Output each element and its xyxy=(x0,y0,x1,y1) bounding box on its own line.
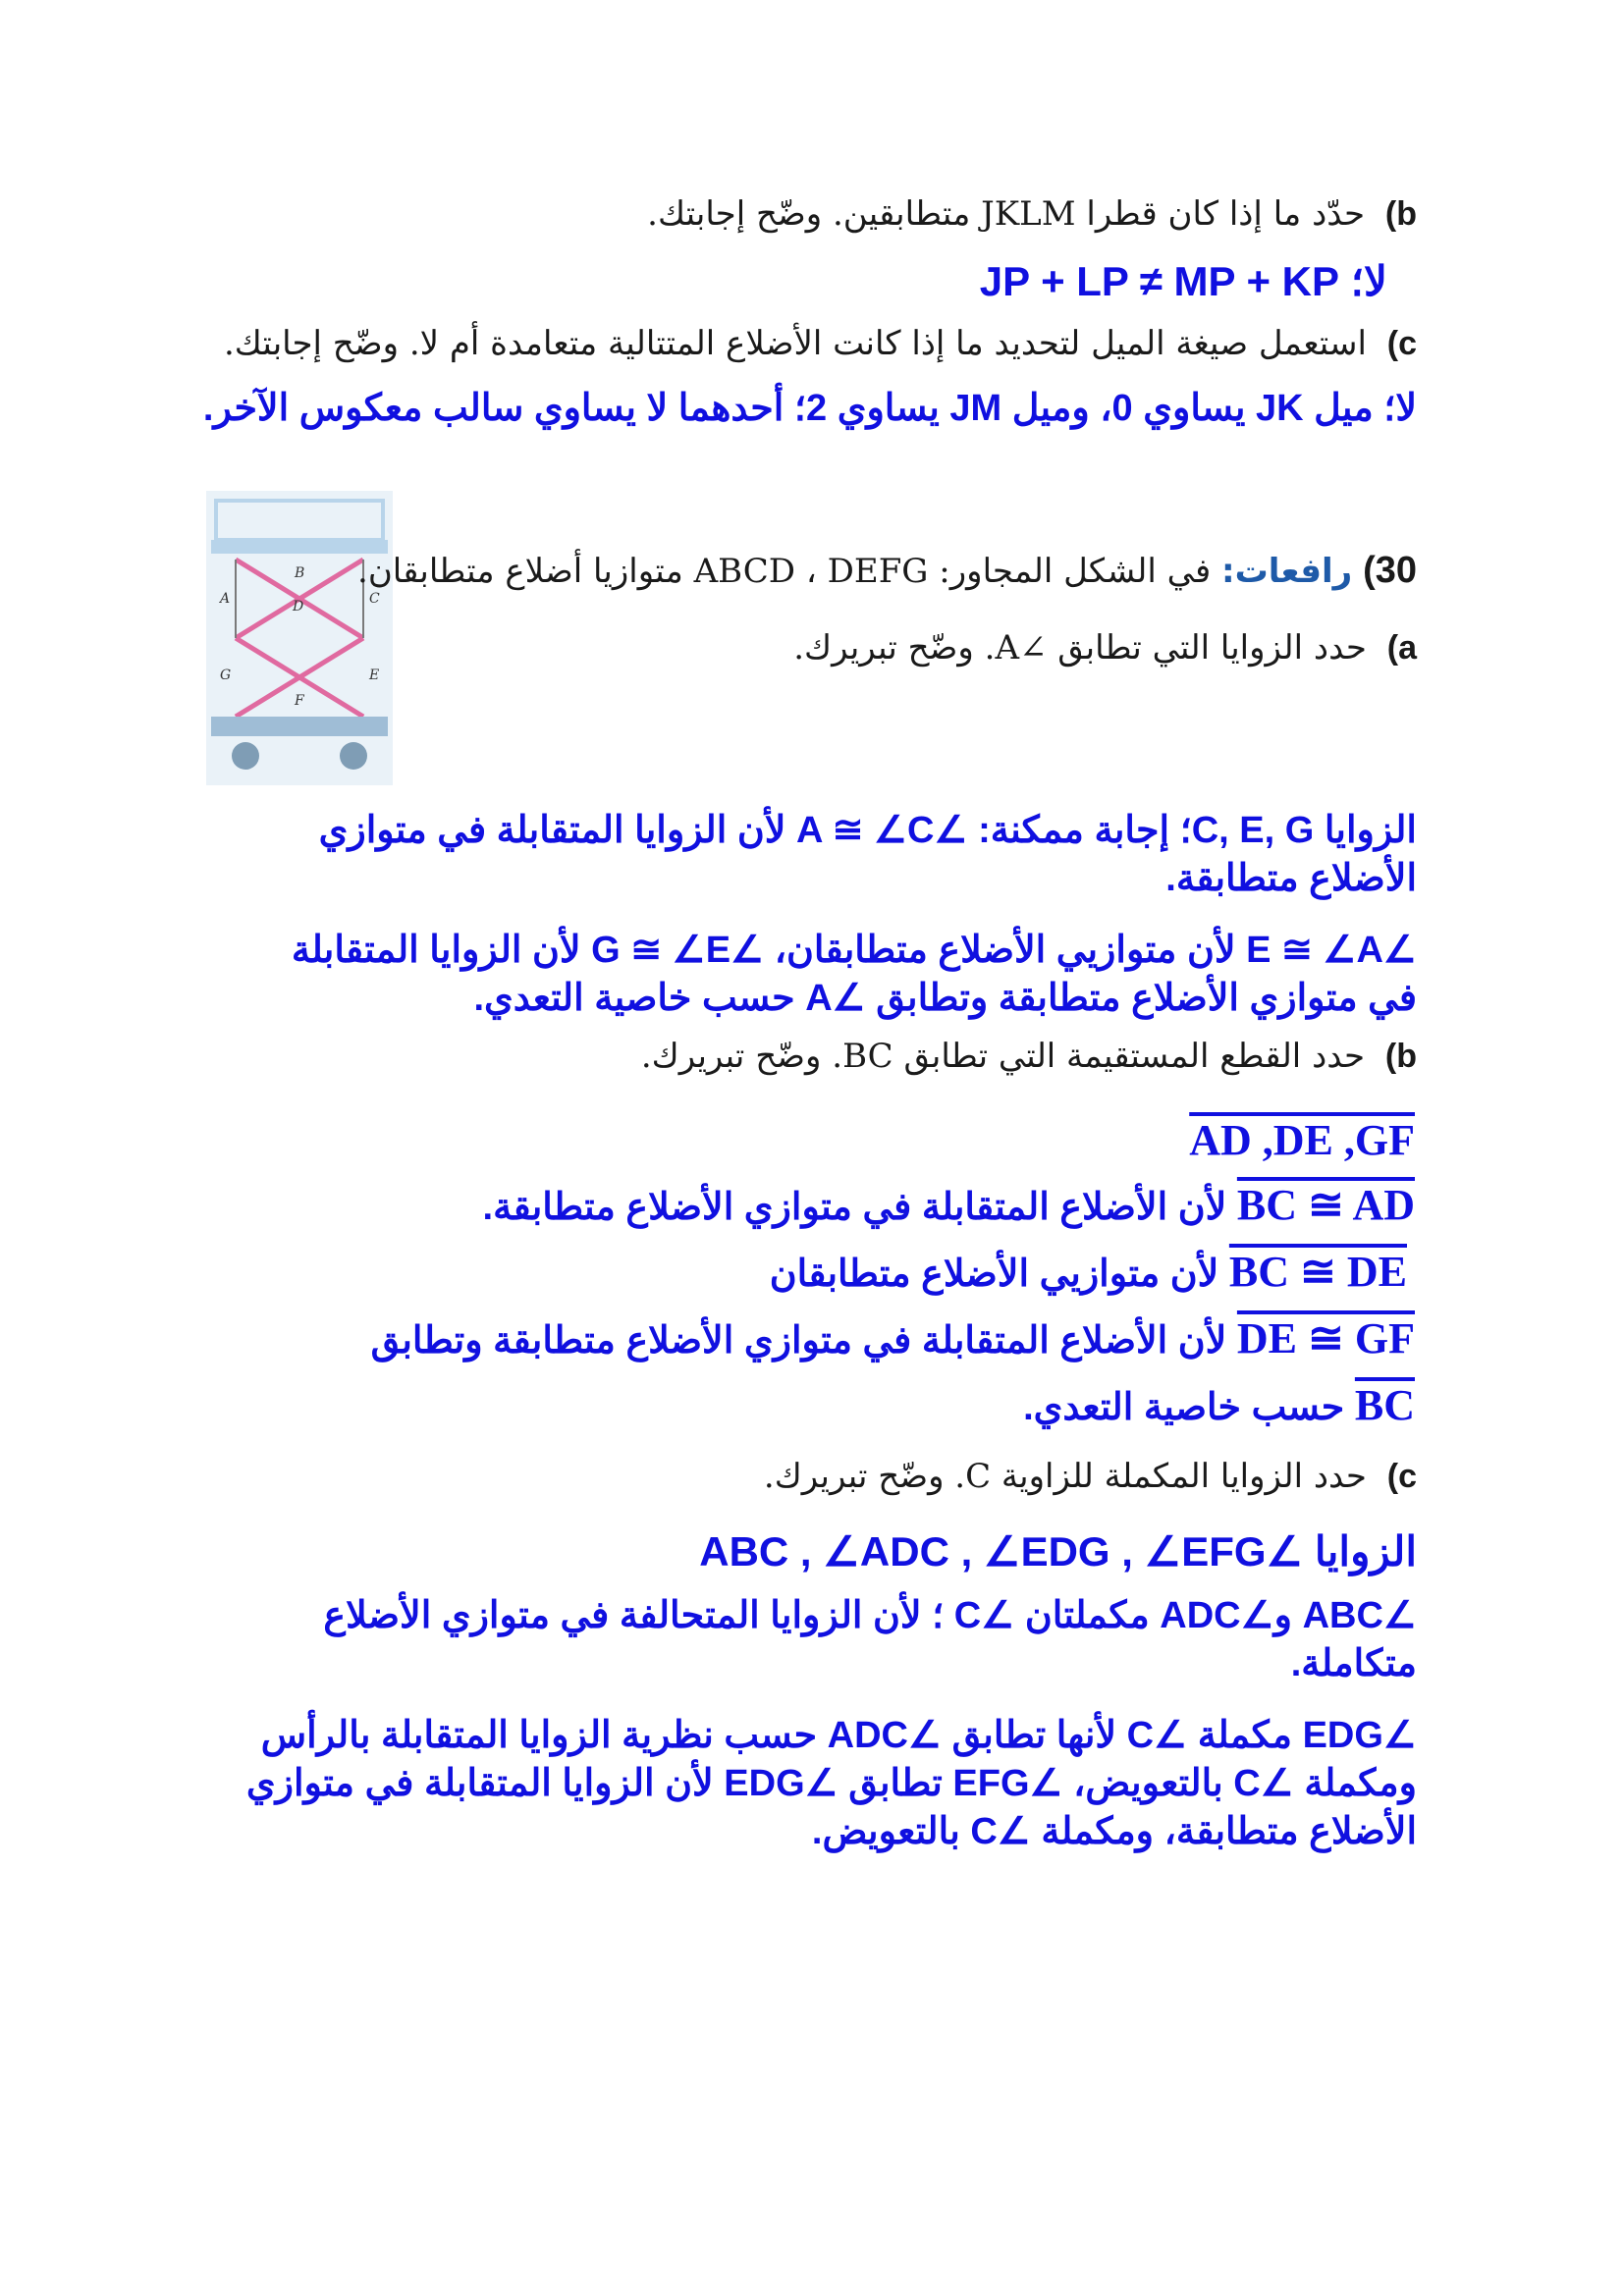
part-b-answer: لا؛ JP + LP ≠ MP + KP xyxy=(979,258,1387,304)
problem-30-part-c-label: c) xyxy=(1386,1458,1417,1495)
part-c-question xyxy=(224,324,1417,363)
part-b-line-1-math: BC ≅ AD xyxy=(1236,1181,1415,1229)
figure-label-d: D xyxy=(293,599,304,614)
part-b-question-text: حدّد ما إذا كان قطرا JKLM متطابقين. وضّح إجابتك. xyxy=(647,194,1366,234)
scissor-lift-figure xyxy=(206,491,393,785)
part-b-line-4 xyxy=(1023,1380,1415,1430)
part-b-line-4-text: حسب خاصية التعدي. xyxy=(1023,1387,1345,1428)
figure-label-g: G xyxy=(220,667,232,683)
figure-label-e: E xyxy=(369,667,380,683)
part-b-line-2-text: لأن متوازيي الأضلاع متطابقان xyxy=(769,1254,1219,1295)
problem-30-part-b-question-text: حدد القطع المستقيمة التي تطابق BC. وضّح تبريرك. xyxy=(640,1037,1366,1076)
congruent-segments-list: AD ,DE ,GF xyxy=(1189,1116,1415,1164)
part-b-label: b) xyxy=(1384,195,1417,233)
problem-30-part-a-label: a) xyxy=(1386,629,1417,667)
figure-label-a: A xyxy=(220,591,231,607)
problem-30-part-a-question xyxy=(793,628,1417,667)
problem-30-part-a-question-text: حدد الزوايا التي تطابق ∠A. وضّح تبريرك. xyxy=(793,628,1367,667)
problem-30-part-c-question xyxy=(764,1457,1417,1496)
part-c-answer-3: ∠EDG مكملة ∠C لأنها تطابق ∠ADC حسب نظرية الزوايا المتقابلة بالرأس ومكملة ∠C بالتعويض، ∠EFG تطابق ∠EDG لأن الزوايا المتقابلة في متوازي الأضلاع متطابقة، ومكملة ∠C بالتعويض. xyxy=(245,1715,1417,1852)
part-c-answer: لا؛ ميل JK يساوي 0، وميل JM يساوي 2؛ أحدهما لا يساوي سالب معكوس الآخر. xyxy=(202,388,1417,429)
problem-30-part-b-question xyxy=(641,1037,1417,1076)
part-b-question xyxy=(647,194,1417,234)
problem-30-number: 30) xyxy=(1363,550,1417,591)
problem-30-part-c-question-text: حدد الزوايا المكملة للزاوية C. وضّح تبريرك. xyxy=(763,1457,1367,1496)
part-b-line-2-math: BC ≅ DE xyxy=(1228,1248,1407,1296)
part-b-line-2 xyxy=(770,1247,1407,1297)
part-c-answer-2: ∠ABC و∠ADC مكملتان ∠C ؛ لأن الزوايا المتحالفة في متوازي الأضلاع متكاملة. xyxy=(323,1595,1417,1684)
figure-label-b: B xyxy=(295,565,305,581)
part-b-line-1 xyxy=(483,1180,1415,1230)
part-c-answer-1: الزوايا ∠ABC , ∠ADC , ∠EDG , ∠EFG xyxy=(699,1528,1417,1575)
part-b-line-3 xyxy=(371,1313,1415,1363)
problem-30-statement-text: في الشكل المجاور: ABCD ، DEFG متوازيا أضلاع متطابقان. xyxy=(357,552,1212,591)
problem-30-part-b-label: b) xyxy=(1384,1038,1417,1075)
part-b-line-3-text: لأن الأضلاع المتقابلة في متوازي الأضلاع متطابقة وتطابق xyxy=(370,1320,1227,1362)
part-c-question-text: استعمل صيغة الميل لتحديد ما إذا كانت الأضلاع المتتالية متعامدة أم لا. وضّح إجابتك. xyxy=(223,324,1367,363)
part-b-line-1-text: لأن الأضلاع المتقابلة في متوازي الأضلاع متطابقة. xyxy=(482,1187,1227,1228)
problem-30-heading: رافعات: xyxy=(1221,552,1353,591)
part-a-answer-2: ∠E ≅ ∠A لأن متوازيي الأضلاع متطابقان، ∠G ≅ ∠E لأن الزوايا المتقابلة في متوازي الأضلاع متطابقة وتطابق ∠A حسب خاصية التعدي. xyxy=(291,930,1417,1019)
part-b-line-3-math: DE ≅ GF xyxy=(1236,1314,1415,1362)
problem-30-statement xyxy=(357,550,1417,592)
figure-label-f: F xyxy=(295,693,304,709)
part-c-label: c) xyxy=(1386,325,1417,362)
part-b-line-4-math: BC xyxy=(1354,1381,1415,1429)
figure-label-c: C xyxy=(369,591,380,607)
part-a-answer-1: الزوايا C, E, G؛ إجابة ممكنة: ∠A ≅ ∠C لأن الزوايا المتقابلة في متوازي الأضلاع متطابقة. xyxy=(318,810,1417,899)
